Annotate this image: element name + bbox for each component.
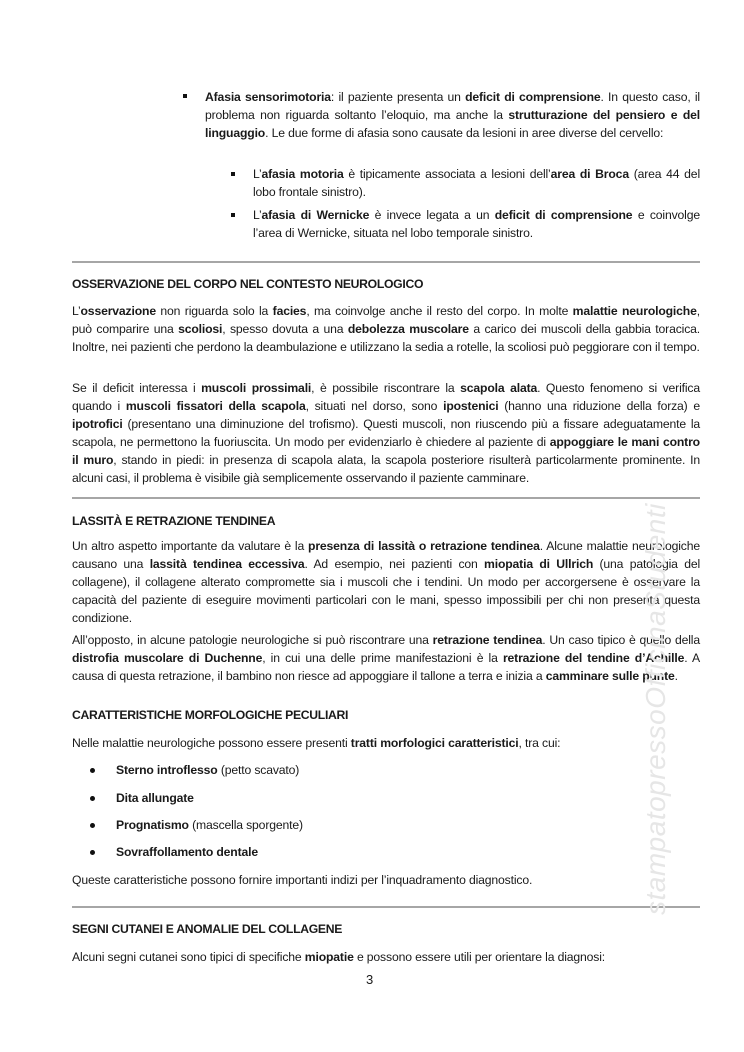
text-run: (area 44 del lobo frontale sinistro). — [253, 167, 700, 199]
text-run: , spesso dovuta a una — [222, 322, 348, 336]
bold-term: scapola alata — [460, 381, 538, 395]
bold-term: miopatie — [304, 950, 354, 964]
text-run: (mascella sporgente) — [188, 818, 303, 832]
bold-term: presenza di lassità o retrazione tendinea — [308, 539, 540, 553]
text-run: . In questo caso, il problema non riguarda soltanto l’eloquio, ma anche la — [205, 90, 700, 122]
section-divider — [72, 906, 700, 908]
section-heading: SEGNI CUTANEI E ANOMALIE DEL COLLAGENE — [72, 922, 343, 936]
section-heading: OSSERVAZIONE DEL CORPO NEL CONTESTO NEUROLOGICO — [72, 277, 424, 291]
bold-term: deficit di comprensione — [465, 90, 601, 104]
text-run: e coinvolge l’area di Wernicke, situata nel lobo temporale sinistro. — [253, 208, 700, 240]
text-run: Se il deficit interessa i — [72, 381, 202, 395]
sub-bullet-wernicke — [253, 206, 700, 242]
paragraph — [72, 871, 700, 889]
text-run: , situati nel dorso, sono — [305, 399, 444, 413]
bold-term: Prognatismo — [116, 818, 189, 832]
list-item — [116, 789, 194, 807]
text-run: , è possibile riscontrare la — [311, 381, 461, 395]
text-run: L’ — [253, 208, 262, 222]
text-run: . Questo fenomeno si verifica quando i — [72, 381, 700, 413]
bullet-icon — [90, 796, 95, 801]
bold-term: retrazione tendinea — [432, 633, 543, 647]
bold-term: deficit di comprensione — [494, 208, 633, 222]
bold-term: lassità tendinea eccessiva — [149, 557, 305, 571]
text-run: , ma coinvolge anche il resto del corpo. In molte — [306, 304, 573, 318]
sub-bullet-broca — [253, 165, 700, 201]
bold-term: muscoli prossimali — [201, 381, 312, 395]
paragraph — [72, 379, 700, 487]
list-item — [116, 761, 299, 779]
section-divider — [72, 261, 700, 263]
paragraph — [72, 302, 700, 356]
bold-term: facies — [272, 304, 307, 318]
bold-term: tratti morfologici caratteristici — [350, 736, 519, 750]
bold-term: malattie neurologiche — [572, 304, 697, 318]
bold-term: debolezza muscolare — [347, 322, 469, 336]
bold-term: osservazione — [80, 304, 156, 318]
paragraph — [72, 631, 700, 685]
list-item — [116, 816, 303, 834]
text-run: . Alcune malattie neurologiche causano una — [72, 539, 700, 571]
text-run: . Ad esempio, nei pazienti con — [304, 557, 485, 571]
bold-term: muscoli fissatori della scapola — [125, 399, 306, 413]
text-run: (una patologia del collagene), il collagene alterato compromette sia i muscoli che i tendini. Un modo per accorgersene è osservare la capacità del paziente di eseguire movimenti particolari con le mani, spesso impossibili per chi non presenta questa condizione. — [72, 557, 701, 625]
text-run: L’ — [253, 167, 262, 181]
section-heading: CARATTERISTICHE MORFOLOGICHE PECULIARI — [72, 708, 349, 722]
text-run: non riguarda solo la — [155, 304, 273, 318]
bold-term: strutturazione del pensiero e del linguaggio — [205, 108, 700, 140]
text-run: (petto scavato) — [217, 763, 300, 777]
page-number: 3 — [366, 972, 374, 987]
bullet-icon — [231, 172, 235, 176]
text-run: . Le due forme di afasia sono causate da lesioni in aree diverse del cervello: — [265, 126, 664, 140]
bold-term: retrazione del tendine d’Achille — [502, 651, 685, 665]
section-heading: LASSITÀ E RETRAZIONE TENDINEA — [72, 514, 276, 528]
bold-term: camminare sulle punte — [545, 669, 675, 683]
bold-term: ipostenici — [443, 399, 499, 413]
paragraph — [72, 948, 700, 966]
text-run: a carico dei muscoli della gabbia toracica. Inoltre, nei pazienti che perdono la deambulazione e utilizzano la sedia a rotelle, la scoliosi può peggiorare con il tempo. — [72, 322, 701, 354]
bold-term: distrofia muscolare di Duchenne — [72, 651, 263, 665]
bold-term: Sterno introflesso — [116, 763, 218, 777]
text-run: Alcuni segni cutanei sono tipici di specifiche — [72, 950, 305, 964]
text-run: All’opposto, in alcune patologie neurologiche si può riscontrare una — [72, 633, 433, 647]
bold-term: appoggiare le mani contro il muro — [72, 435, 700, 467]
text-run: Nelle malattie neurologiche possono essere presenti — [72, 736, 351, 750]
paragraph — [72, 734, 700, 752]
bold-term: ipotrofici — [72, 417, 123, 431]
intro-bullet-text — [205, 88, 700, 142]
text-run: è invece legata a un — [369, 208, 495, 222]
bullet-icon — [90, 768, 95, 773]
watermark: stampatopressoOfficinaStudenti — [640, 503, 671, 915]
bold-term: Dita allungate — [116, 791, 194, 805]
text-run: . Un caso tipico è quello della — [542, 633, 700, 647]
section-divider — [72, 497, 700, 499]
text-run: , tra cui: — [518, 736, 561, 750]
text-run: e possono essere utili per orientare la diagnosi: — [353, 950, 606, 964]
list-item — [116, 843, 258, 861]
bold-term: miopatia di Ullrich — [484, 557, 594, 571]
text-run: , può comparire una — [72, 304, 700, 336]
paragraph — [72, 537, 700, 627]
bold-term: afasia motoria — [261, 167, 344, 181]
text-run: L’ — [72, 304, 81, 318]
text-run: . A causa di questa retrazione, il bambino non riesce ad appoggiare il tallone a terra e inizia a — [72, 651, 700, 683]
bold-term: Afasia sensorimotoria — [205, 90, 331, 104]
bold-term: area di Broca — [550, 167, 629, 181]
text-run: (hanno una riduzione della forza) e — [498, 399, 700, 413]
text-run: . — [674, 669, 678, 683]
bold-term: scoliosi — [178, 322, 223, 336]
bullet-icon — [90, 823, 95, 828]
text-run: , in cui una delle prime manifestazioni è la — [262, 651, 503, 665]
text-run: Un altro aspetto importante da valutare è la — [72, 539, 309, 553]
text-run: , stando in piedi: in presenza di scapola alata, la scapola posteriore risulterà particolarmente prominente. In alcuni casi, il problema è visibile già semplicemente osservando il paziente camminare. — [72, 453, 700, 485]
text-run: è tipicamente associata a lesioni dell’ — [343, 167, 551, 181]
text-run: (presentano una diminuzione del trofismo). Questi muscoli, non riuscendo più a fissare adeguatamente la scapola, ne permettono la fuoriuscita. Un modo per evidenziarlo è chiedere al paziente di — [72, 417, 700, 449]
text-run: : il paziente presenta un — [330, 90, 466, 104]
bullet-icon — [90, 850, 95, 855]
bold-term: afasia di Wernicke — [261, 208, 370, 222]
text-run: Queste caratteristiche possono fornire importanti indizi per l’inquadramento diagnostico. — [72, 873, 533, 887]
bold-term: Sovraffollamento dentale — [116, 845, 259, 859]
bullet-icon — [231, 213, 235, 217]
bullet-icon — [183, 94, 187, 98]
